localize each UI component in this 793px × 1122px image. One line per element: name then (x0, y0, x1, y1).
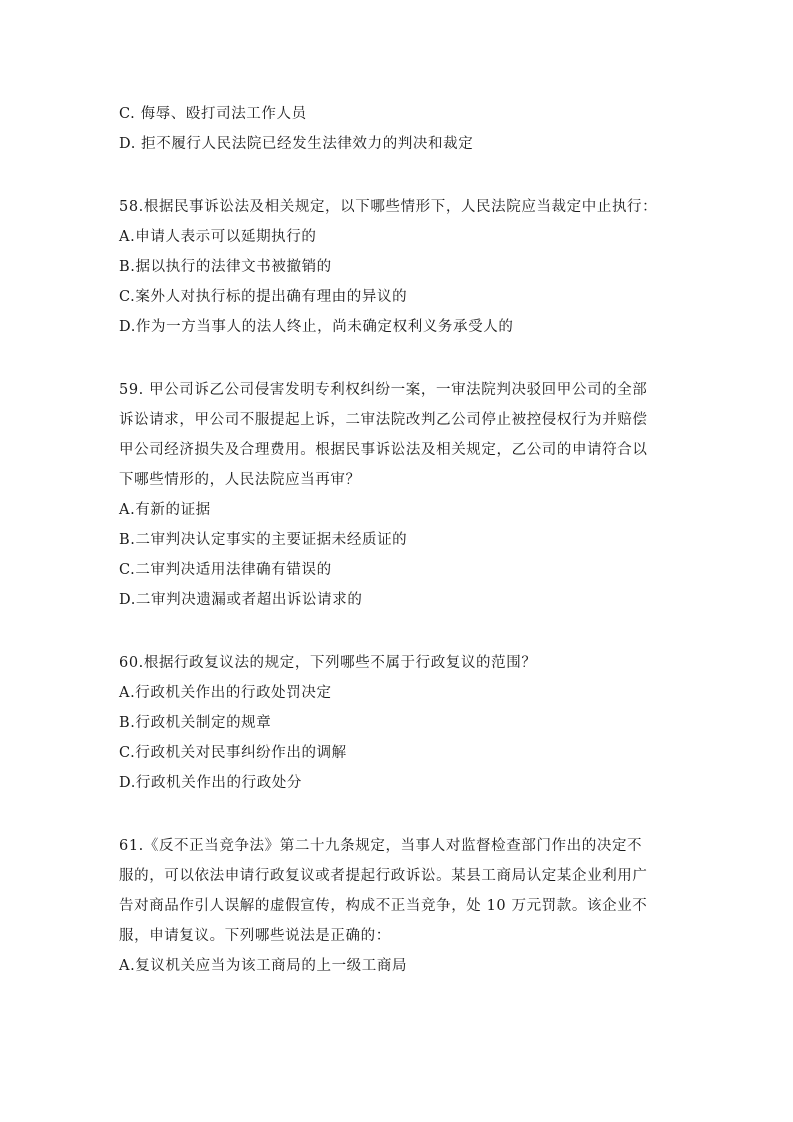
option-c: C.行政机关对民事纠纷作出的调解 (119, 745, 347, 761)
option-d: D.作为一方当事人的法人终止，尚未确定权利义务承受人的 (119, 319, 514, 335)
spacer (119, 342, 684, 375)
question-stem: 61.《反不正当竞争法》第二十九条规定，当事人对监督检查部门作出的决定不 (119, 838, 643, 854)
question-stem: 58.根据民事诉讼法及相关规定，以下哪些情形下，人民法院应当裁定中止执行： (119, 199, 658, 215)
question-stem: 甲公司经济损失及合理费用。根据民事诉讼法及相关规定，乙公司的申请符合以 (119, 442, 648, 458)
option-a: A.复议机关应当为该工商局的上一级工商局 (119, 958, 408, 974)
option-b: B.据以执行的法律文书被撤销的 (119, 259, 332, 275)
option-c: C.二审判决适用法律确有错误的 (119, 562, 332, 578)
option-d: D. 拒不履行人民法院已经发生法律效力的判决和裁定 (119, 136, 474, 152)
question-stem: 下哪些情形的，人民法院应当再审？ (119, 472, 361, 488)
option-c: C.案外人对执行标的提出确有理由的异议的 (119, 289, 408, 305)
question-59 (119, 375, 684, 615)
option-c: C. 侮辱、殴打司法工作人员 (119, 106, 307, 122)
question-stem: 59. 甲公司诉乙公司侵害发明专利权纠纷一案，一审法院判决驳回甲公司的全部 (119, 382, 648, 398)
question-stem: 60.根据行政复议法的规定，下列哪些不属于行政复议的范围？ (119, 655, 537, 671)
question-58 (119, 192, 684, 342)
page-content (119, 99, 684, 981)
question-60 (119, 648, 684, 798)
option-d: D.行政机关作出的行政处分 (119, 775, 303, 791)
option-b: B.二审判决认定事实的主要证据未经质证的 (119, 532, 408, 548)
question-stem: 服，申请复议。下列哪些说法是正确的： (119, 928, 391, 944)
spacer (119, 159, 684, 192)
question-61 (119, 831, 684, 981)
option-a: A.申请人表示可以延期执行的 (119, 229, 317, 245)
spacer (119, 798, 684, 831)
option-b: B.行政机关制定的规章 (119, 715, 272, 731)
previous-question-options (119, 99, 684, 159)
option-a: A.有新的证据 (119, 502, 211, 518)
option-d: D.二审判决遗漏或者超出诉讼请求的 (119, 592, 363, 608)
question-stem: 告对商品作引人误解的虚假宣传，构成不正当竞争，处 10 万元罚款。该企业不 (119, 898, 648, 914)
spacer (119, 615, 684, 648)
option-a: A.行政机关作出的行政处罚决定 (119, 685, 332, 701)
question-stem: 服的，可以依法申请行政复议或者提起行政诉讼。某县工商局认定某企业利用广 (119, 868, 648, 884)
question-stem: 诉讼请求，甲公司不服提起上诉，二审法院改判乙公司停止被控侵权行为并赔偿 (119, 412, 648, 428)
